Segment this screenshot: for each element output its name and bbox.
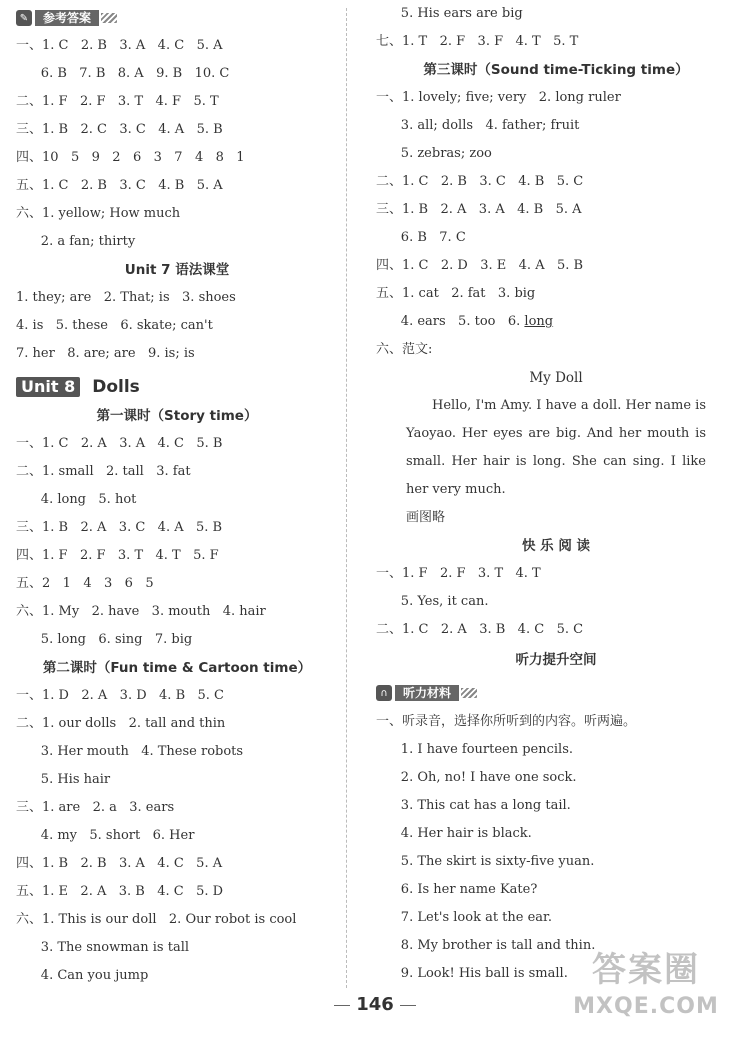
- answer-line: 四、1. C 2. D 3. E 4. A 5. B: [376, 258, 584, 273]
- headphones-icon: ∩: [376, 685, 392, 701]
- unit8-name: Dolls: [92, 377, 140, 397]
- listening-line: 一、听录音，选择你所听到的内容。听两遍。: [376, 714, 637, 729]
- lesson1-heading: 第一课时（Story time）: [96, 408, 258, 424]
- listening-line: 7. Let's look at the ear.: [376, 910, 552, 925]
- answer-line: 4. my 5. short 6. Her: [16, 828, 195, 843]
- answer-line: 2. a fan; thirty: [16, 234, 136, 249]
- answer-line: 5. His ears are big: [376, 6, 523, 21]
- listening-line: 1. I have fourteen pencils.: [376, 742, 574, 757]
- listening-line: 5. The skirt is sixty-five yuan.: [376, 854, 595, 869]
- answer-line: [376, 312, 553, 332]
- stripe-decoration: [461, 688, 477, 698]
- essay-note: 画图略: [406, 510, 446, 525]
- answer-line: 二、1. C 2. B 3. C 4. B 5. C: [376, 174, 584, 189]
- answer-key-label-text: 参考答案: [35, 10, 99, 26]
- answer-line: 四、10 5 9 2 6 3 7 4 8 1: [16, 150, 245, 165]
- answer-line: 5. long 6. sing 7. big: [16, 632, 193, 647]
- answer-line: 一、1. F 2. F 3. T 4. T: [376, 566, 541, 581]
- answer-line: 5. Yes, it can.: [376, 594, 489, 609]
- answer-line: 五、1. cat 2. fat 3. big: [376, 286, 536, 301]
- underlined-answer: long: [524, 314, 554, 329]
- answer-line: 6. B 7. B 8. A 9. B 10. C: [16, 66, 230, 81]
- unit8-badge: Unit 8: [16, 377, 80, 397]
- listening-line: 2. Oh, no! I have one sock.: [376, 770, 577, 785]
- dash-left: [334, 1005, 350, 1006]
- unit8-title: [16, 376, 140, 398]
- listening-line: 6. Is her name Kate?: [376, 882, 538, 897]
- answer-line: 一、1. D 2. A 3. D 4. B 5. C: [16, 688, 225, 703]
- listening-material-label-text: 听力材料: [395, 685, 459, 701]
- essay-title: My Doll: [529, 370, 583, 386]
- answer-line-text: 4. ears 5. too 6.: [376, 314, 525, 329]
- answer-line: 3. Her mouth 4. These robots: [16, 744, 244, 759]
- listening-material-label: [376, 684, 477, 702]
- answer-line: 六、1. yellow; How much: [16, 206, 181, 221]
- answer-line: 三、1. are 2. a 3. ears: [16, 800, 175, 815]
- lesson2-heading: 第二课时（Fun time & Cartoon time）: [42, 660, 312, 676]
- listening-line: 4. Her hair is black.: [376, 826, 532, 841]
- answer-line: 三、1. B 2. C 3. C 4. A 5. B: [16, 122, 223, 137]
- answer-line: 三、1. B 2. A 3. A 4. B 5. A: [376, 202, 582, 217]
- dash-right: [400, 1005, 416, 1006]
- answer-line: 二、1. our dolls 2. tall and thin: [16, 716, 226, 731]
- answer-key-label: [16, 9, 117, 27]
- document-icon: ✎: [16, 10, 32, 26]
- unit7-heading: Unit 7 语法课堂: [124, 262, 230, 278]
- essay-body: Hello, I'm Amy. I have a doll. Her name is Yaoyao. Her eyes are big. And her mouth is small. Her hair is long. She can sing. I like her very much.: [406, 398, 706, 497]
- answer-line: 六、1. This is our doll 2. Our robot is cool: [16, 912, 297, 927]
- answer-line: 5. zebras; zoo: [376, 146, 492, 161]
- listening-line: 9. Look! His ball is small.: [376, 966, 568, 981]
- answer-line: 五、2 1 4 3 6 5: [16, 576, 154, 591]
- answer-line: 一、1. C 2. B 3. A 4. C 5. A: [16, 38, 223, 53]
- page-number-text: 146: [356, 994, 394, 1015]
- answer-line: 4. is 5. these 6. skate; can't: [16, 318, 213, 333]
- answer-line: 4. long 5. hot: [16, 492, 137, 507]
- answer-line: 3. all; dolls 4. father; fruit: [376, 118, 580, 133]
- answer-line: 3. The snowman is tall: [16, 940, 190, 955]
- answer-line: 六、范文:: [376, 342, 433, 357]
- answer-line: 5. His hair: [16, 772, 111, 787]
- stripe-decoration: [101, 13, 117, 23]
- lesson3-heading: 第三课时（Sound time-Ticking time）: [423, 62, 689, 78]
- answer-line: 四、1. B 2. B 3. A 4. C 5. A: [16, 856, 223, 871]
- answer-line: 一、1. C 2. A 3. A 4. C 5. B: [16, 436, 223, 451]
- answer-line: 五、1. E 2. A 3. B 4. C 5. D: [16, 884, 224, 899]
- answer-line: 一、1. lovely; five; very 2. long ruler: [376, 90, 621, 105]
- reading-heading: 快 乐 阅 读: [521, 538, 591, 554]
- answer-line: 4. Can you jump: [16, 968, 149, 983]
- answer-line: 四、1. F 2. F 3. T 4. T 5. F: [16, 548, 219, 563]
- answer-line: 七、1. T 2. F 3. F 4. T 5. T: [376, 34, 579, 49]
- answer-line: 六、1. My 2. have 3. mouth 4. hair: [16, 604, 266, 619]
- answer-line: 6. B 7. C: [376, 230, 466, 245]
- watermark-line2: MXQE.COM: [573, 994, 719, 1019]
- answer-line: 二、1. F 2. F 3. T 4. F 5. T: [16, 94, 219, 109]
- answer-line: 五、1. C 2. B 3. C 4. B 5. A: [16, 178, 223, 193]
- answer-line: 三、1. B 2. A 3. C 4. A 5. B: [16, 520, 223, 535]
- answer-line: 1. they; are 2. That; is 3. shoes: [16, 290, 236, 305]
- watermark-logo: [556, 948, 736, 1038]
- answer-line: 二、1. small 2. tall 3. fat: [16, 464, 191, 479]
- listening-line: 3. This cat has a long tail.: [376, 798, 571, 813]
- column-divider: [346, 8, 347, 988]
- answer-line: 7. her 8. are; are 9. is; is: [16, 346, 195, 361]
- watermark-line1: 答案圈: [592, 950, 700, 990]
- left-column: [16, 0, 338, 1000]
- answer-line: 二、1. C 2. A 3. B 4. C 5. C: [376, 622, 584, 637]
- right-column: [376, 0, 736, 1000]
- listening-line: 8. My brother is tall and thin.: [376, 938, 596, 953]
- listening-heading: 听力提升空间: [515, 652, 597, 668]
